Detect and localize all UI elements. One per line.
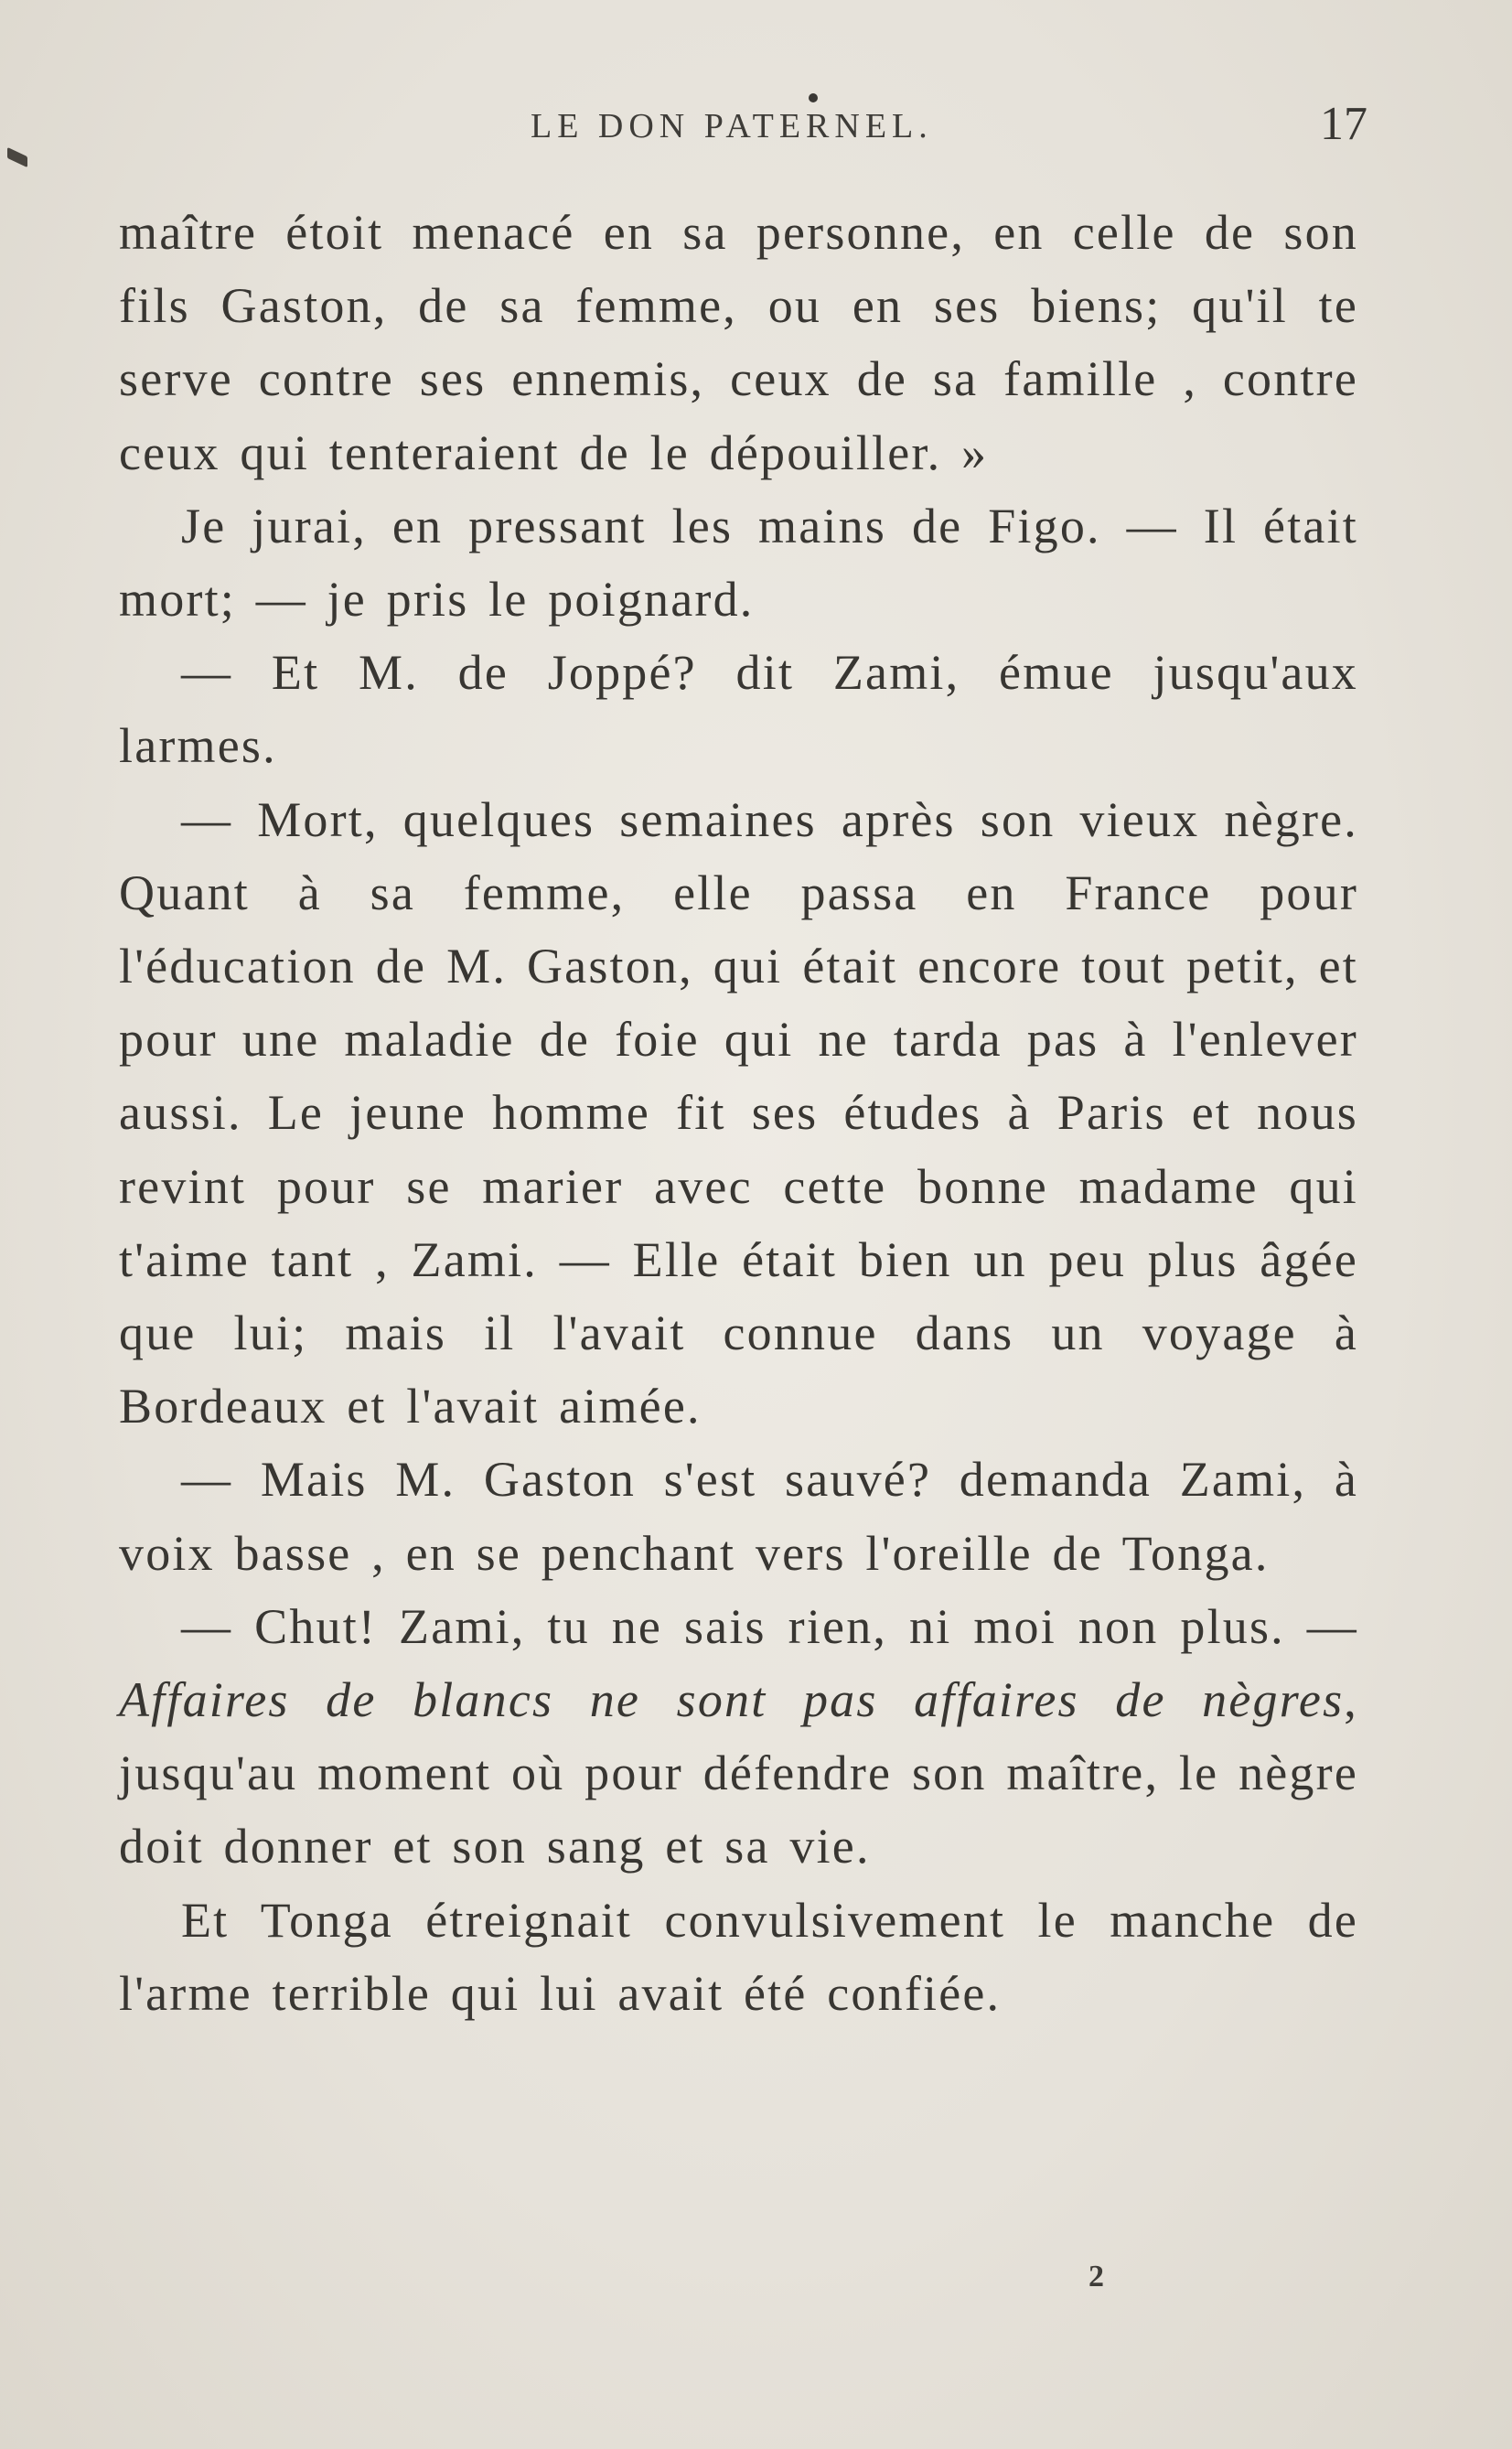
paragraph-6-italic: Affaires de blancs ne sont pas affaires de nègres [119, 1672, 1345, 1728]
body-text [119, 196, 1358, 2030]
paragraph-5: — Mais M. Gaston s'est sauvé? demanda Zami, à voix basse , en se penchant vers l'oreille de Tonga. [119, 1452, 1358, 1581]
paragraph-6-after: , jusqu'au moment où pour défendre son maître, le nègre doit donner et son sang et sa vie. [119, 1672, 1358, 1874]
paragraph-2: Je jurai, en pressant les mains de Figo. — Il était mort; — je pris le poignard. [119, 498, 1358, 628]
paragraph-6-before: — Chut! Zami, tu ne sais rien, ni moi non plus. — [181, 1598, 1358, 1654]
running-head [0, 93, 1512, 157]
paragraph-4: — Mort, quelques semaines après son vieux nègre. Quant à sa femme, elle passa en France pour l'éducation de M. Gaston, qui était encore tout petit, et pour une maladie de foie qui ne tarda pas à l'enlever aussi. Le jeune homme fit ses études à Paris et nous revint pour se marier avec cette bonne madame qui t'aime tant , Zami. — Elle était bien un peu plus âgée que lui; mais il l'avait connue dans un voyage à Bordeaux et l'avait aimée. [119, 791, 1358, 1434]
paragraph-6 [119, 1590, 1358, 1884]
running-title: LE DON PATERNEL. [531, 107, 933, 145]
paragraph-3: — Et M. de Joppé? dit Zami, émue jusqu'aux larmes. [119, 645, 1358, 774]
ornament-dot [809, 93, 818, 102]
paragraph-1: maître étoit menacé en sa personne, en celle de son fils Gaston, de sa femme, ou en ses biens; qu'il te serve contre ses ennemis, ceux de sa famille , contre ceux qui tenteraient de le dépouiller. » [119, 205, 1358, 480]
page-number: 17 [1320, 98, 1367, 150]
paragraph-7: Et Tonga étreignait convulsivement le manche de l'arme terrible qui lui avait été confiée. [119, 1892, 1358, 2021]
signature-mark: 2 [1088, 2260, 1104, 2293]
